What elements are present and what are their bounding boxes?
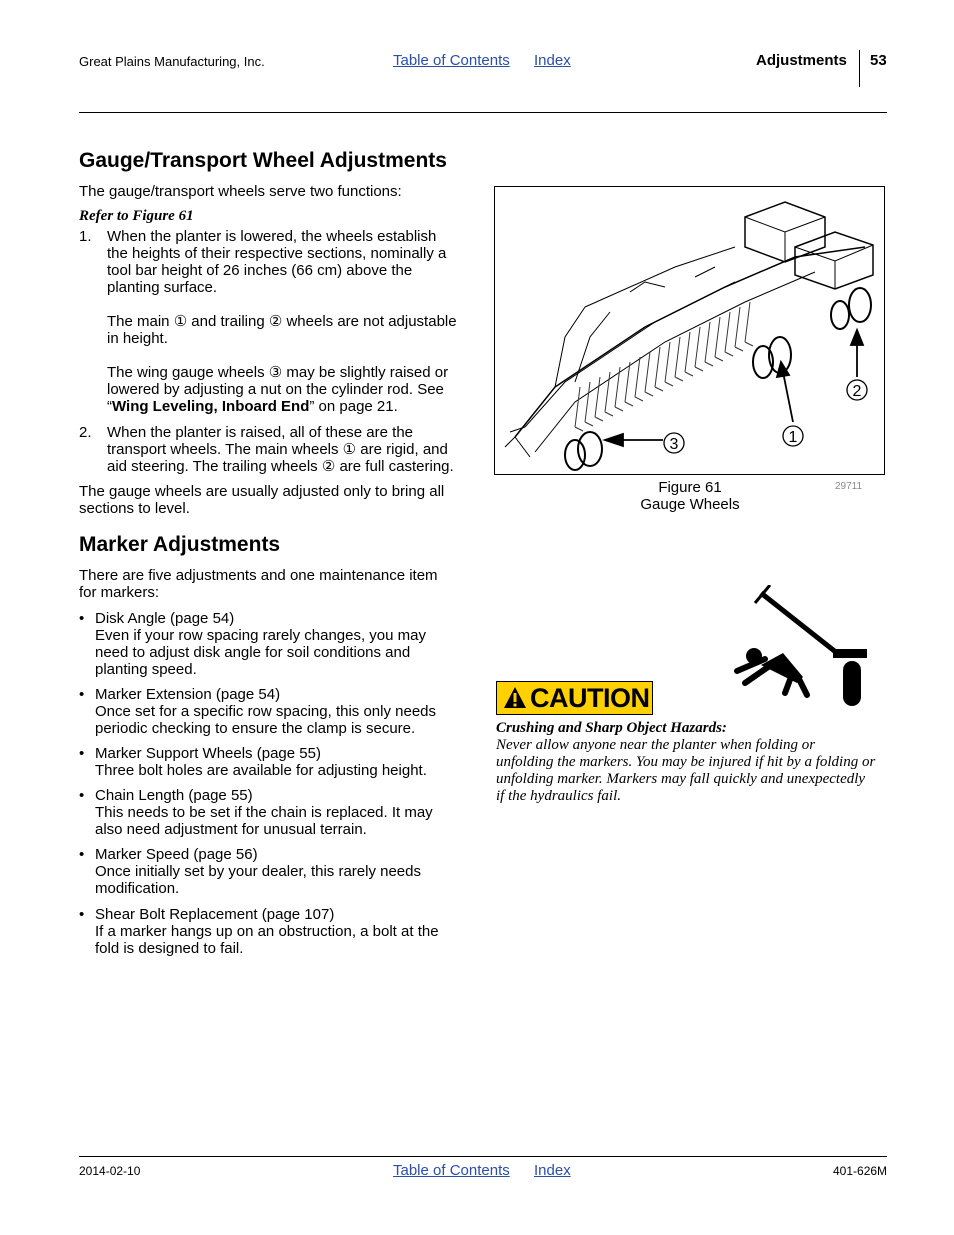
refer-to-figure: Refer to Figure 61: [79, 208, 194, 224]
marker-section-title: Marker Adjustments: [79, 533, 281, 556]
gauge-intro: The gauge/transport wheels serve two functions:: [79, 183, 402, 200]
header-toc-link[interactable]: Table of Contents: [393, 52, 510, 69]
text-line: If a marker hangs up on an obstruction, a bolt at the: [95, 923, 439, 940]
text-line: planting surface.: [107, 279, 218, 296]
text-line: unfolding the markers. You may be injured if hit by a folding or: [496, 754, 876, 770]
caution-label: CAUTION: [530, 683, 650, 713]
figure-caption: [590, 479, 790, 513]
text-line: if the hydraulics fail.: [496, 788, 621, 804]
header-divider: [859, 50, 860, 87]
header-rule: [79, 112, 887, 113]
text-line: for markers:: [79, 584, 160, 601]
text-line: The gauge wheels are usually adjusted only to bring all: [79, 483, 445, 500]
text-line: sections to level.: [79, 500, 190, 517]
text-line: modification.: [95, 880, 180, 897]
crush-hazard-pictogram: [725, 585, 870, 710]
figure-61-frame: [494, 186, 885, 475]
footer-index-link[interactable]: Index: [534, 1162, 571, 1179]
text-line: in height.: [107, 330, 168, 347]
text-line: transport wheels. The main wheels ① are rigid, and: [107, 441, 448, 458]
bullet-head: Chain Length (page 55): [95, 787, 253, 804]
caution-heading: Crushing and Sharp Object Hazards:: [496, 720, 727, 736]
text-line: the heights of their respective sections, nominally a: [107, 245, 447, 262]
text-line: The main ① and trailing ② wheels are not adjustable: [107, 313, 457, 330]
footer-rule: [79, 1156, 887, 1157]
text-line: tool bar height of 26 inches (66 cm) above the: [107, 262, 413, 279]
figure-label: Figure 61: [658, 479, 722, 496]
open-quote: “: [107, 398, 112, 415]
text-line: When the planter is raised, all of these are the: [107, 424, 414, 441]
page-ref: ” on page 21.: [309, 398, 398, 415]
callout-1-label: 1: [788, 429, 798, 446]
text-line: also need adjustment for unusual terrain.: [95, 821, 367, 838]
text-line: unfolding marker. Markers may fall quickly and unexpectedly: [496, 771, 866, 787]
page-number: 53: [870, 52, 887, 69]
bullet-head: Marker Support Wheels (page 55): [95, 745, 321, 762]
text-line: This needs to be set if the chain is replaced. It may: [95, 804, 433, 821]
text-line: periodic checking to ensure the clamp is secure.: [95, 720, 416, 737]
text-line: The wing gauge wheels ③ may be slightly raised or: [107, 364, 449, 381]
text-line: need to adjust disk angle for soil conditions and: [95, 644, 411, 661]
footer-doc-number: 401-626M: [833, 1164, 888, 1178]
list-number: 2.: [79, 424, 92, 441]
text-line: Once initially set by your dealer, this rarely needs: [95, 863, 421, 880]
footer-date: 2014-02-10: [79, 1164, 141, 1178]
text-line: There are five adjustments and one maintenance item: [79, 567, 438, 584]
text-line: aid steering. The trailing wheels ② are full castering.: [107, 458, 454, 475]
callout-2-label: 2: [852, 383, 862, 400]
header-index-link[interactable]: Index: [534, 52, 571, 69]
text-line: [107, 398, 469, 415]
marker-intro: [79, 567, 438, 601]
text-line: fold is designed to fail.: [95, 940, 244, 957]
footer-toc-link[interactable]: Table of Contents: [393, 1162, 510, 1179]
figure-title: Gauge Wheels: [640, 496, 740, 513]
list-number: 1.: [79, 228, 92, 245]
callout-3-label: 3: [669, 436, 679, 453]
bullet-head: Marker Speed (page 56): [95, 846, 258, 863]
text-line: Never allow anyone near the planter when folding or: [496, 737, 816, 753]
bullet-head: Shear Bolt Replacement (page 107): [95, 906, 335, 923]
text-line: When the planter is lowered, the wheels establish: [107, 228, 437, 245]
text-line: planting speed.: [95, 661, 197, 678]
text-line: Three bolt holes are available for adjusting height.: [95, 762, 427, 779]
gauge-section-title: Gauge/Transport Wheel Adjustments: [79, 149, 447, 172]
bullet-head: Marker Extension (page 54): [95, 686, 281, 703]
text-line: Once set for a specific row spacing, this only needs: [95, 703, 437, 720]
caution-text: [496, 737, 888, 805]
warning-triangle-icon: [503, 686, 527, 710]
planter-illustration: [495, 187, 884, 474]
bullet-head: Disk Angle (page 54): [95, 610, 235, 627]
figure-image-number: 29711: [835, 481, 863, 492]
gauge-closing: [79, 483, 444, 517]
text-line: lowered by adjusting a nut on the cylinder rod. See: [107, 381, 444, 398]
section-name: Adjustments: [756, 52, 847, 69]
company-name: Great Plains Manufacturing, Inc.: [79, 54, 265, 69]
cross-reference: Wing Leveling, Inboard End: [112, 398, 310, 415]
text-line: Even if your row spacing rarely changes, you may: [95, 627, 426, 644]
